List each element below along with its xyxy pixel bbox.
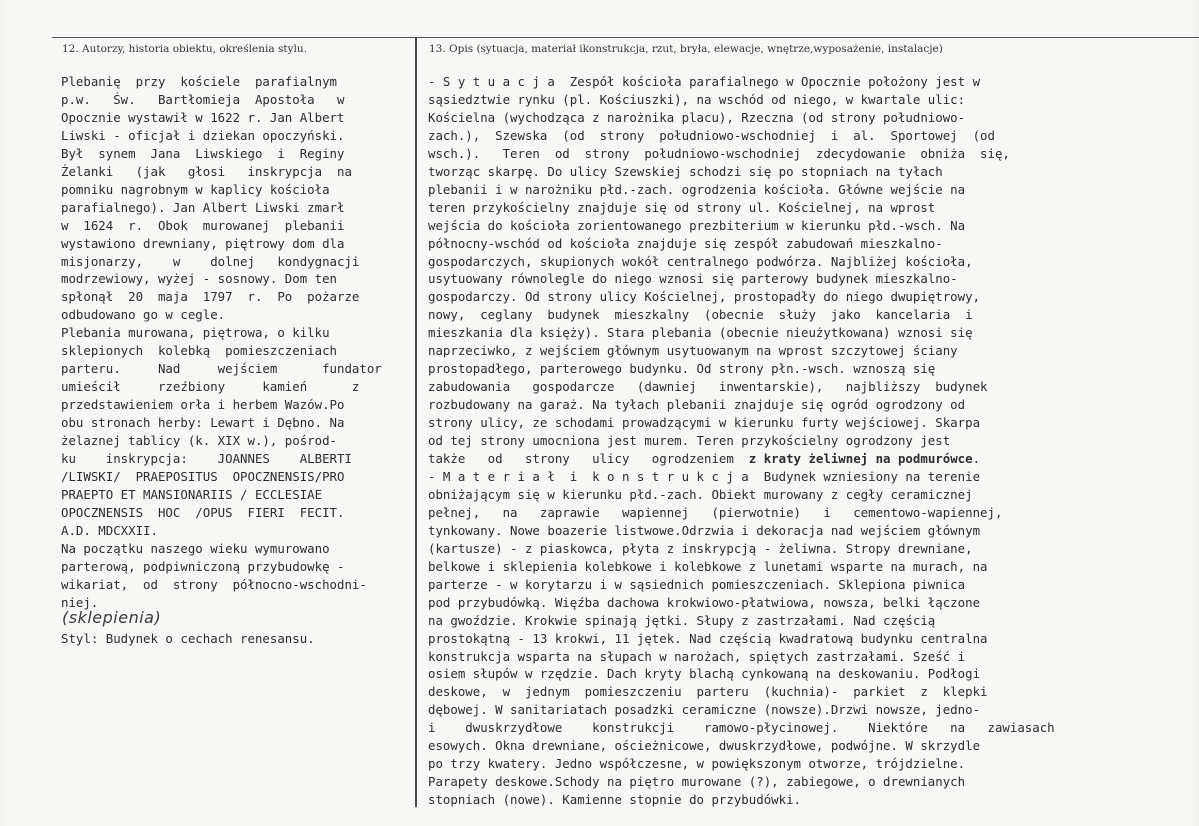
text-line: gospodarczych, skupionych wokół centralnego podwórza. Najbliżej kościoła, [428, 253, 973, 269]
text-line: prostokątną - 13 krokwi, 11 jętek. Nad częścią kwadratową budynku centralna [428, 630, 988, 646]
text-line: wsch.). Teren od strony południowo-wschodniej zdecydowanie obniża się, [428, 145, 1010, 161]
text-line: północny-wschód od kościoła znajduje się zespół zabudowań mieszkalno- [428, 235, 943, 251]
text-line: gospodarczy. Od strony ulicy Kościelnej, prostopadły do niego dwupiętrowy, [428, 289, 981, 305]
text-line: parteru. Nad wejściem fundator [61, 361, 382, 377]
document-sheet [4, 0, 1195, 826]
handwritten-annotation: (sklepienia) [62, 608, 162, 627]
text-line: p.w. Św. Bartłomieja Apostoła w [61, 91, 345, 107]
text-line: wejścia do kościoła zorientowanego prezbiterium w kierunku płd.-wsch. Na [428, 217, 966, 233]
history-text-column [61, 73, 418, 647]
text-line: niej. [61, 594, 99, 610]
text-line: żelaznej tablicy (k. XIX w.), pośrod- [61, 433, 338, 449]
text-line: parafialnego). Jan Albert Liwski zmarł [61, 199, 345, 215]
text-line: umieścił rzeźbiony kamień z [61, 379, 360, 395]
text-line: Liwski - oficjał i dziekan opoczyński. [61, 127, 345, 143]
text-line: osiem słupów w rzędzie. Dach kryty blachą cynkowaną na deskowaniu. Podłogi [428, 666, 981, 682]
text-line: stopniach (nowe). Kamienne stopnie do przybudówki. [428, 792, 801, 808]
text-line: - S y t u a c j a Zespół kościoła parafialnego w Opocznie położony jest w [428, 74, 981, 89]
text-line: i dwuskrzydłowe konstrukcji ramowo-płycinowej. Niektóre na zawiasach [428, 720, 1055, 736]
text-line: tworząc skarpę. Do ulicy Szewskiej schodzi się po stopniach na tyłach [428, 163, 943, 179]
text-line: wystawiono drewniany, piętrowy dom dla [61, 235, 345, 251]
text-line: Kościelna (wychodząca z narożnika placu), Rzeczna (od strony południowo- [428, 109, 966, 125]
text-line: /LIWSKI/ PRAEPOSITUS OPOCZNENSIS/PRO [61, 468, 345, 484]
text-line: odbudowano go w cegle. [61, 307, 226, 323]
text-line: Parapety deskowe.Schody na piętro murowane (?), zabiegowe, o drewnianych [428, 774, 966, 790]
text-line: teren przykościelny znajduje się od strony ul. Kościelnej, na wprost [428, 199, 936, 215]
text-line: obu stronach herby: Lewart i Dębno. Na [61, 415, 345, 431]
text-line: misjonarzy, w dolnej kondygnacji [61, 253, 360, 269]
text-line: Styl: Budynek o cechach renesansu. [61, 630, 315, 646]
text-line: (kartusze) - z piaskowca, płyta z inskrypcją - żeliwna. Stropy drewniane, [428, 540, 973, 556]
text-line: OPOCZNENSIS HOC /OPUS FIERI FECIT. [61, 504, 345, 520]
text-line: A.D. MDCXXII. [61, 522, 158, 538]
text-line: belkowe i sklepienia kolebkowe i kolebkowe z lunetami wsparte na murach, na [428, 558, 988, 574]
text-line: Żelanki (jak głosi inskrypcja na [61, 163, 352, 179]
text-line: strony ulicy, ze schodami prowadzącymi w kierunku furty wejściowej. Skarpa [428, 415, 981, 431]
text-line: ku inskrypcja: JOANNES ALBERTI [61, 451, 352, 467]
text-line: zach.), Szewska (od strony południowo-wschodniej i al. Sportowej (od [428, 127, 995, 143]
text-line: sąsiedztwie rynku (pl. Kościuszki), na wschód od niego, w kwartale ulic: [428, 91, 966, 107]
text-line: po trzy kwatery. Jedno współczesne, w powiększonym otworze, trójdzielne. [428, 756, 966, 772]
text-line: także od strony ulicy ogrodzeniem z kraty żeliwnej na podmurówce. [428, 451, 981, 467]
text-line: w 1624 r. Obok murowanej plebanii [61, 217, 345, 233]
text-line: Plebanię przy kościele parafialnym [61, 74, 338, 89]
text-line: naprzeciwko, z wejściem głównym usytuowanym na wprost szczytowej ściany [428, 343, 958, 359]
text-line: pełnej, na zaprawie wapiennej (pierwotnie) i cementowo-wapiennej, [428, 504, 1003, 520]
text-line: obniżającym się w kierunku płd.-zach. Obiekt murowany z cegły ceramicznej [428, 486, 973, 502]
description-text-column [428, 73, 1144, 809]
text-line: dębowej. W sanitariatach posadzki ceramiczne (nowsze).Drzwi nowsze, jedno- [428, 702, 981, 718]
text-line: plebanii i w narożniku płd.-zach. ogrodzenia kościoła. Główne wejście na [428, 181, 966, 197]
text-line: Opocznie wystawił w 1622 r. Jan Albert [61, 109, 345, 125]
text-line: rozbudowany na garaż. Na tyłach plebanii znajduje się ogród ogrodzony od [428, 397, 966, 413]
text-line: mieszkania dla księży). Stara plebania (obecnie nieużytkowana) wznosi się [428, 325, 973, 341]
text-line: Plebania murowana, piętrowa, o kilku [61, 325, 330, 341]
text-line: pomniku nagrobnym w kaplicy kościoła [61, 181, 330, 197]
text-line: usytuowany równolegle do niego wznosi się parterowy budynek mieszkalno- [428, 271, 958, 287]
text-line: tynkowany. Nowe boazerie listwowe.Odrzwia i dekoracja nad wejściem głównym [428, 522, 981, 538]
text-line: - M a t e r i a ł i k o n s t r u k c j a Budynek wzniesiony na terenie [428, 468, 981, 484]
text-line: PRAEPTO ET MANSIONARIIS / ECCLESIAE [61, 486, 323, 502]
text-line: Był synem Jana Liwskiego i Reginy [61, 145, 345, 161]
text-line: parterze - w korytarzu i w sąsiednich pomieszczeniach. Sklepiona piwnica [428, 576, 966, 592]
text-line: wikariat, od strony północno-wschodni- [61, 576, 367, 592]
text-line: modrzewiowy, wyżej - sosnowy. Dom ten [61, 271, 338, 287]
text-line: esowych. Okna drewniane, ościeżnicowe, dwuskrzydłowe, podwójne. W skrzydle [428, 738, 981, 754]
text-line: nowy, ceglany budynek mieszkalny (obecnie służy jako kancelaria i [428, 307, 973, 323]
text-line: od tej strony umocniona jest murem. Teren przykościelny ogrodzony jest [428, 433, 951, 449]
text-line: pod przybudówką. Więźba dachowa krokwiowo-płatwiowa, nowsza, belki łączone [428, 594, 981, 610]
text-line: prostopadłego, parterowego budynku. Od strony płn.-wsch. wznoszą się [428, 361, 936, 377]
text-line: spłonął 20 maja 1797 r. Po pożarze [61, 289, 360, 305]
text-line: parterową, podpiwniczoną przybudowkę - [61, 558, 345, 574]
left-column-heading: 12. Autorzy, historia obiektu, określenia stylu. [62, 43, 307, 55]
text-line: deskowe, w jednym pomieszczeniu parteru (kuchnia)- parkiet z klepki [428, 684, 988, 700]
text-line: na gwoździe. Krokwie spinają jętki. Słupy z zastrzałami. Nad częścią [428, 612, 936, 628]
text-line: sklepionych kolebką pomieszczeniach [61, 343, 338, 359]
text-line: konstrukcja wsparta na słupach w narożach, spiętych zastrzałami. Sześć i [428, 648, 966, 664]
text-line: zabudowania gospodarcze (dawniej inwentarskie), najbliższy budynek [428, 379, 988, 395]
text-line: Na początku naszego wieku wymurowano [61, 540, 330, 556]
text-line: przedstawieniem orła i herbem Wazów.Po [61, 397, 345, 413]
right-column-heading: 13. Opis (sytuacja, materiał ikonstrukcja, rzut, bryła, elewacje, wnętrze,wyposażenie, instalacje) [429, 43, 943, 55]
header-rule [52, 37, 1199, 38]
